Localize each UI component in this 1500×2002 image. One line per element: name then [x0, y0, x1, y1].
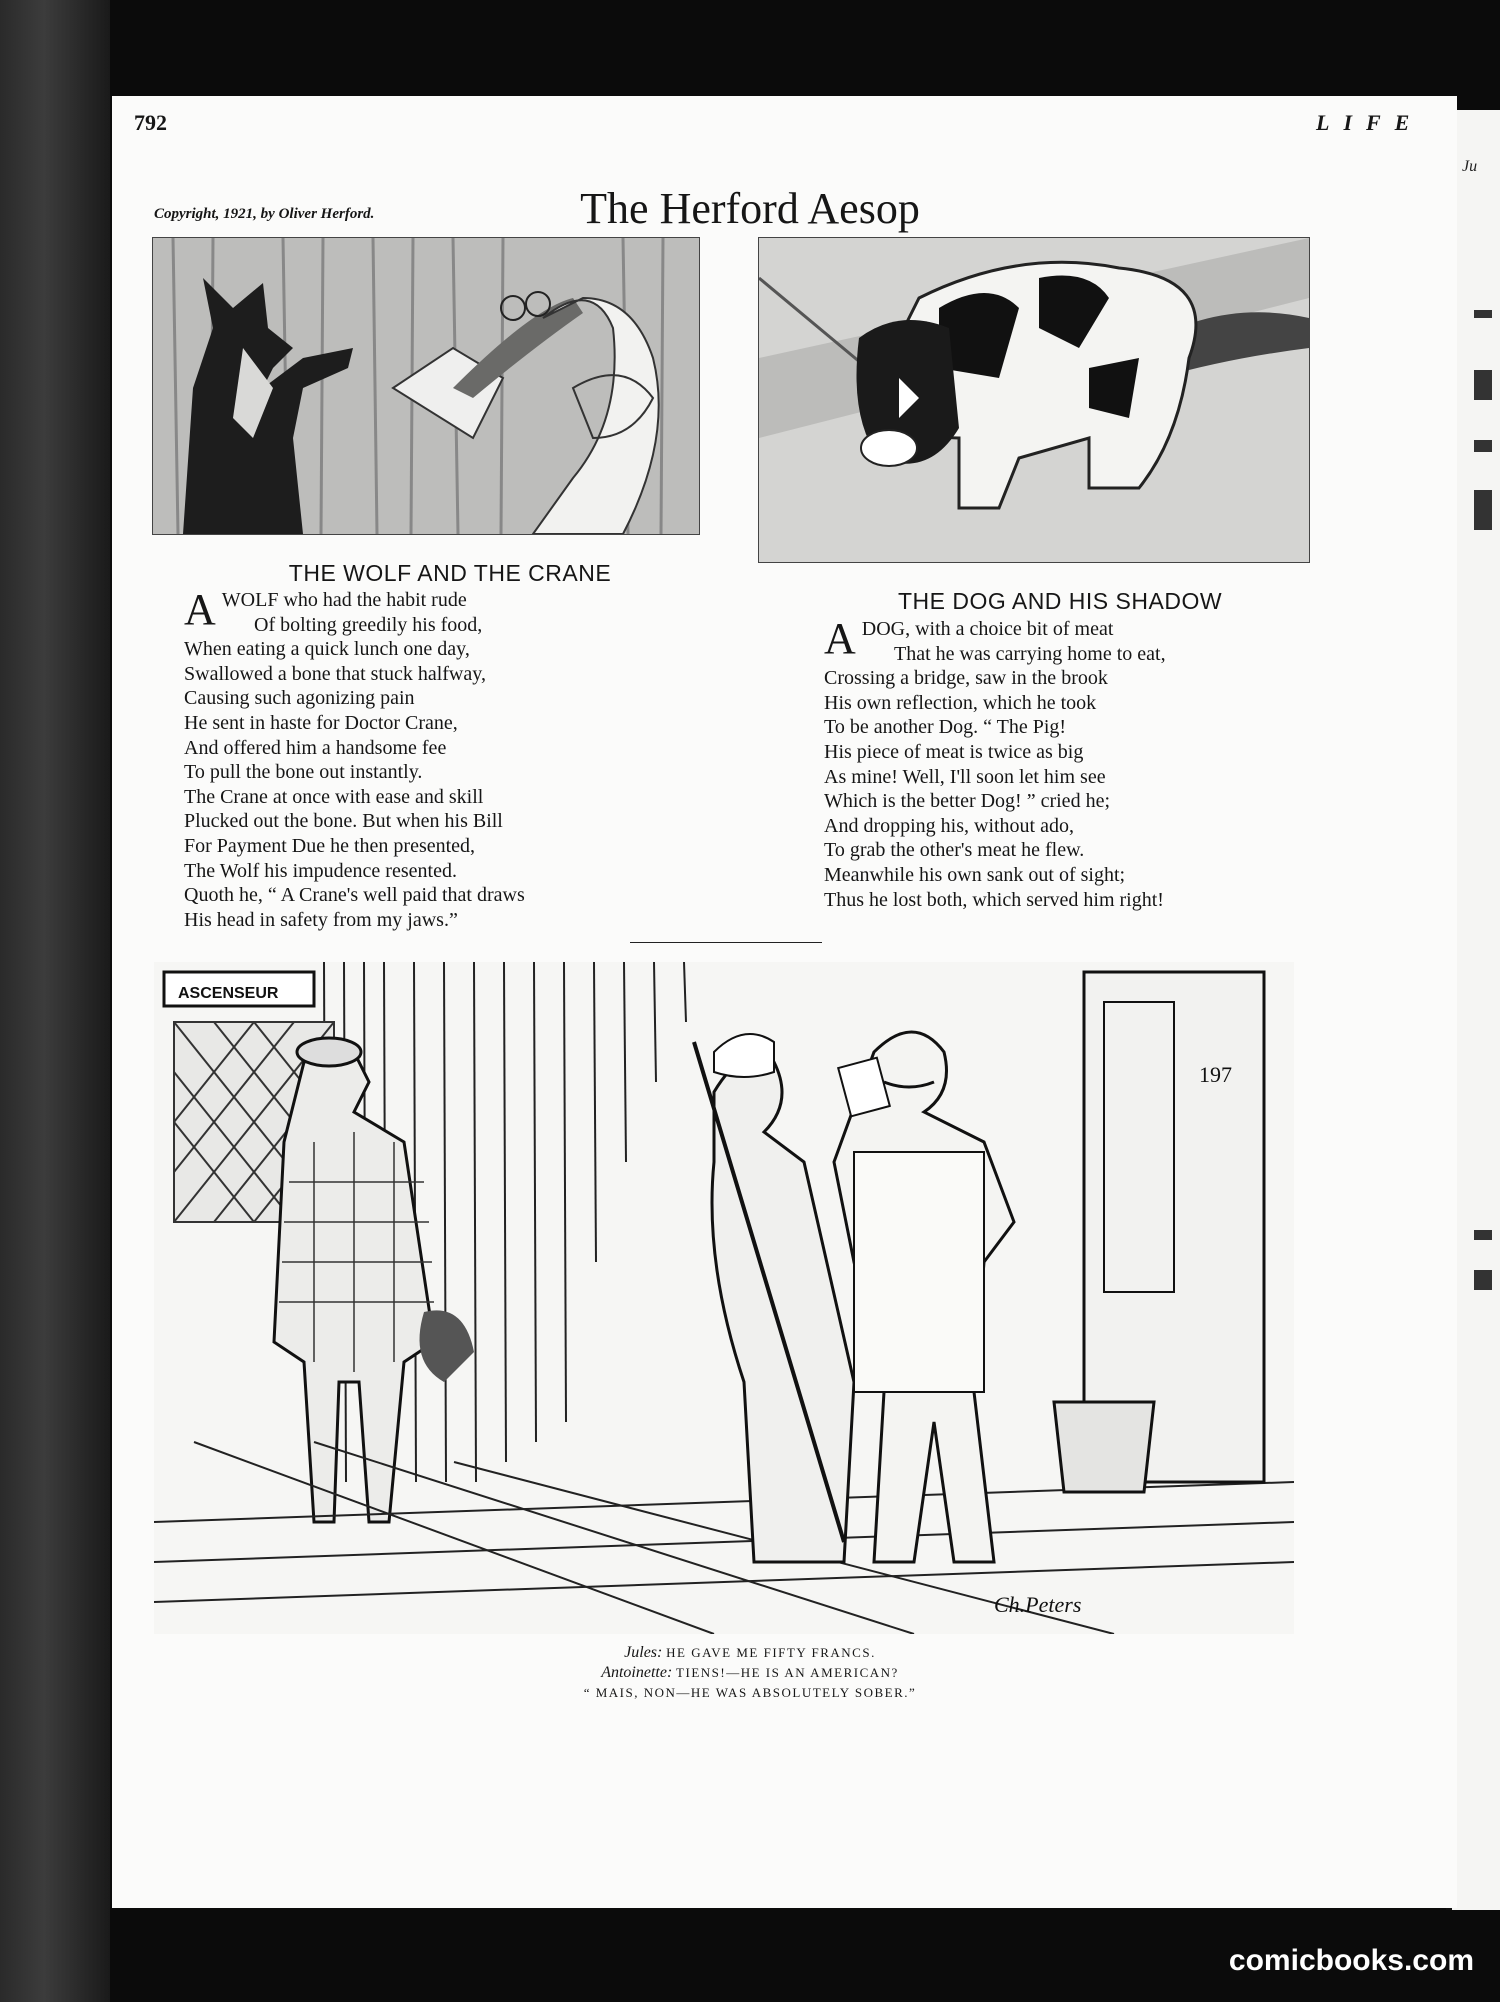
poem-line: Swallowed a bone that stuck halfway, — [184, 662, 486, 685]
poem-line: Meanwhile his own sank out of sight; — [824, 863, 1126, 886]
poem-line: His own reflection, which he took — [824, 691, 1097, 714]
poem-line: To be another Dog. “ The Pig! — [824, 716, 1067, 739]
caption-line — [0, 1683, 1500, 1703]
wolf-crane-illustration — [152, 237, 700, 535]
cartoon-caption — [0, 1643, 1500, 1703]
section-divider — [630, 942, 822, 943]
poem-line: Of bolting greedily his food, — [254, 613, 483, 636]
caption-line — [0, 1663, 1500, 1683]
facing-page-fragment: Ju — [1462, 158, 1478, 175]
poem-line: Thus he lost both, which served him right! — [824, 888, 1164, 911]
wolf-crane-title: THE WOLF AND THE CRANE — [288, 560, 612, 586]
poem-line: Quoth he, “ A Crane's well paid that draws — [184, 884, 525, 907]
poem-line: For Payment Due he then presented, — [184, 834, 476, 857]
dog-shadow-illustration — [758, 237, 1310, 563]
poem-line: To grab the other's meat he flew. — [824, 839, 1085, 862]
poem-line: That he was carrying home to eat, — [894, 642, 1166, 665]
wolf-crane-poem — [184, 585, 684, 932]
poem-line: He sent in haste for Doctor Crane, — [184, 711, 458, 734]
caption-text: HE GAVE ME FIFTY FRANCS. — [666, 1645, 876, 1660]
poem-line: When eating a quick lunch one day, — [184, 638, 470, 661]
caption-line — [0, 1643, 1500, 1663]
caption-text: TIENS!—HE IS AN AMERICAN? — [676, 1665, 899, 1680]
poem-line: Which is the better Dog! ” cried he; — [824, 790, 1110, 813]
poem-line: AWOLF who had the habit rude — [184, 585, 467, 634]
poem-line: His head in safety from my jaws.” — [184, 908, 458, 931]
artist-signature: Ch.Peters — [994, 1592, 1082, 1617]
poem-line: Plucked out the bone. But when his Bill — [184, 810, 503, 833]
drop-cap: A — [184, 585, 216, 634]
elevator-sign: ASCENSEUR — [178, 985, 279, 1002]
caption-speaker: Jules: — [624, 1644, 663, 1661]
caption-text: “ MAIS, NON—HE WAS ABSOLUTELY SOBER.” — [583, 1685, 917, 1700]
door-number: 197 — [1199, 1062, 1232, 1087]
caption-speaker: Antoinette: — [601, 1664, 673, 1681]
copyright-notice: Copyright, 1921, by Oliver Herford. — [154, 206, 375, 222]
poem-line: And offered him a handsome fee — [184, 736, 447, 759]
dog-shadow-poem — [824, 614, 1344, 912]
poem-line: The Wolf his impudence resented. — [184, 859, 457, 882]
poem-line: Crossing a bridge, saw in the brook — [824, 667, 1108, 690]
poem-line: The Crane at once with ease and skill — [184, 785, 484, 808]
running-head: LIFE — [1316, 110, 1424, 135]
poem-line: And dropping his, without ado, — [824, 814, 1074, 837]
drop-cap: A — [824, 614, 856, 663]
page-number: 792 — [134, 110, 167, 135]
poem-line: Causing such agonizing pain — [184, 687, 415, 710]
poem-line: His piece of meat is twice as big — [824, 740, 1084, 763]
poem-line: To pull the bone out instantly. — [184, 761, 423, 784]
site-watermark: comicbooks.com — [1228, 1944, 1474, 1977]
poem-line: ADOG, with a choice bit of meat — [824, 614, 1114, 663]
page-title: The Herford Aesop — [580, 184, 920, 234]
dog-shadow-title: THE DOG AND HIS SHADOW — [897, 588, 1223, 614]
hallway-cartoon — [154, 962, 1294, 1634]
poem-line: As mine! Well, I'll soon let him see — [824, 765, 1106, 788]
